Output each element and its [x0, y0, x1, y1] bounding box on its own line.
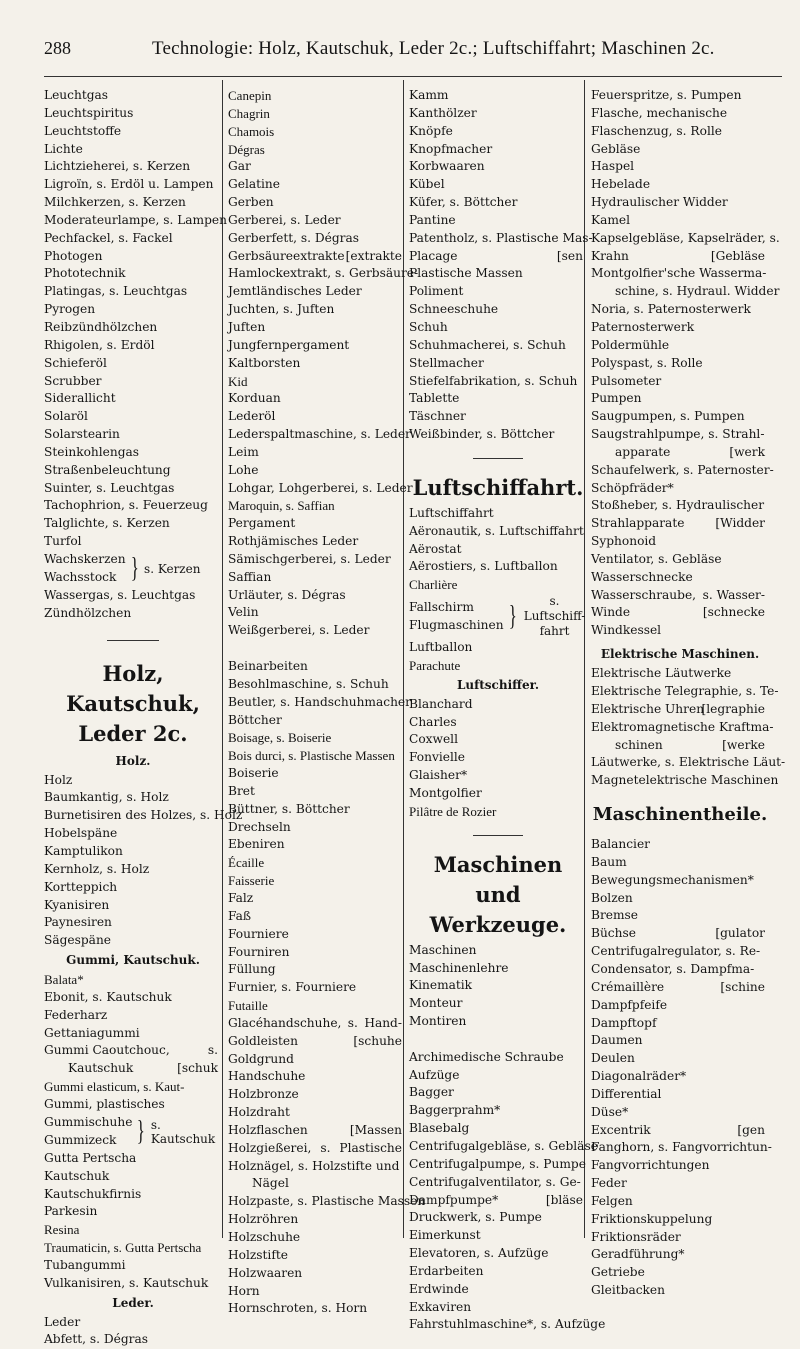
index-entry: Luftschiffahrt — [409, 505, 494, 520]
index-entry: Schuhmacherei, s. Schuh — [409, 337, 566, 352]
index-entry: Centrifugalpumpe, s. Pumpe — [409, 1156, 586, 1171]
index-entry: Elevatoren, s. Aufzüge — [409, 1246, 549, 1261]
index-entry: Holzröhren — [228, 1212, 299, 1227]
index-entry: Suinter, s. Leuchtgas — [44, 480, 175, 495]
index-entry: Montgolfier — [409, 786, 482, 800]
index-entry: Holzdraht — [228, 1105, 290, 1120]
index-entry: Dampfpumpe* [bläse — [409, 1192, 583, 1207]
index-entry: Kübel — [409, 177, 445, 192]
index-entry: Solaröl — [44, 409, 88, 424]
index-entry: Gummi Caoutchouc, s. — [44, 1043, 218, 1058]
index-entry: Holzschuhe — [228, 1230, 301, 1244]
index-entry: Erdwinde — [409, 1281, 469, 1296]
index-entry: Bremse — [591, 908, 639, 923]
index-entry: Resina — [44, 1222, 80, 1238]
index-entry: Turfol — [44, 534, 82, 549]
index-entry: Leder — [44, 1314, 81, 1329]
index-entry: Holzgießerei, s. Plastische — [228, 1140, 402, 1155]
index-entry: schinen [werke — [615, 737, 765, 752]
index-entry: Getriebe — [591, 1265, 645, 1280]
index-entry: Baum — [591, 854, 627, 869]
index-entry: Futaille — [228, 998, 268, 1014]
index-entry: Bagger — [409, 1085, 454, 1100]
index-entry: Leuchtspiritus — [44, 105, 134, 120]
brace-reference: s. Kerzen — [144, 561, 201, 576]
index-entry: Gerbsäureextrakte [extrakte — [228, 248, 402, 263]
index-entry: Abfett, s. Dégras — [44, 1332, 149, 1347]
index-entry: Parkesin — [44, 1204, 98, 1219]
index-entry: Baggerprahm* — [409, 1103, 501, 1118]
index-entry: Plastische Massen — [409, 266, 523, 281]
index-entry: Bois durci, s. Plastische Massen — [228, 748, 395, 764]
index-entry: Kautschukfirnis — [44, 1186, 142, 1201]
index-entry: Phototechnik — [44, 266, 126, 281]
index-entry: Düse* — [591, 1104, 629, 1119]
index-entry: Leuchtstoffe — [44, 123, 122, 138]
brace-reference: s. Luftschiff- fahrt — [523, 594, 586, 639]
index-entry: Wachskerzen — [44, 552, 126, 567]
index-entry: Gettaniagummi — [44, 1025, 140, 1040]
index-entry: Charlière — [409, 577, 458, 593]
index-entry: Sämischgerberei, s. Leder — [228, 551, 391, 566]
index-entry: Burnetisiren des Holzes, s. Holz — [44, 808, 243, 823]
index-entry: Noria, s. Paternosterwerk — [591, 302, 751, 317]
index-entry: Boiserie — [228, 766, 279, 781]
index-entry: Maroquin, s. Saffian — [228, 498, 335, 514]
index-entry: Rhigolen, s. Erdöl — [44, 337, 155, 352]
index-entry: Fourniren — [228, 944, 290, 959]
index-entry: Krahn [Gebläse — [591, 248, 765, 263]
index-entry: Gelatine — [228, 177, 280, 192]
index-entry: Centrifugalgebläse, s. Gebläse — [409, 1138, 598, 1153]
index-entry: Urläuter, s. Dégras — [228, 587, 346, 602]
index-entry: Fahrstuhlmaschine*, s. Aufzüge — [409, 1317, 606, 1332]
index-entry: Kamptulikon — [44, 844, 123, 858]
index-entry: Aërostat — [409, 541, 462, 556]
index-entry: Wasserschraube, s. Wasser- — [591, 587, 765, 602]
index-entry: Poliment — [409, 284, 464, 299]
index-entry: Schuh — [409, 319, 448, 334]
brace-group — [44, 551, 222, 587]
index-entry: Geradführung* — [591, 1247, 685, 1262]
index-entry: Hornschroten, s. Horn — [228, 1301, 368, 1316]
index-entry: Gummischuhe — [44, 1114, 133, 1129]
index-entry: Holzpaste, s. Plastische Massen — [228, 1194, 426, 1209]
index-entry: Centrifugalregulator, s. Re- — [591, 944, 761, 959]
index-entry: apparate [werk — [615, 444, 765, 459]
index-entry: Blanchard — [409, 696, 473, 711]
index-entry: Leim — [228, 444, 259, 459]
index-entry: Kanthölzer — [409, 105, 477, 120]
page-header — [44, 38, 780, 70]
index-entry: Exkaviren — [409, 1299, 472, 1314]
index-entry: Drechseln — [228, 819, 291, 834]
index-entry: Dampftopf — [591, 1015, 657, 1030]
index-entry: Stellmacher — [409, 355, 484, 370]
index-entry: Flaschenzug, s. Rolle — [591, 123, 722, 138]
index-entry: Fonvielle — [409, 750, 465, 765]
section-heading: Holz, Kautschuk, Leder 2c. — [66, 660, 200, 746]
index-entry: Poldermühle — [591, 337, 670, 352]
section-rule — [107, 640, 159, 641]
index-entry: Rothjämisches Leder — [228, 534, 359, 549]
section-heading: Maschinen und Werkzeuge. — [429, 851, 567, 937]
index-entry: Juften — [228, 319, 266, 334]
index-entry: Wasserschnecke — [591, 569, 693, 584]
index-entry: Gerberei, s. Leder — [228, 212, 341, 227]
section-rule — [473, 835, 523, 836]
index-entry: Pantine — [409, 212, 456, 227]
index-entry: Archimedische Schraube — [409, 1049, 564, 1064]
index-entry: Holzbronze — [228, 1087, 299, 1102]
index-entry: Aërostiers, s. Luftballon — [409, 559, 558, 574]
index-entry: Horn — [228, 1283, 260, 1298]
header-rule — [44, 76, 782, 77]
index-entry: Leuchtgas — [44, 88, 109, 102]
index-entry: Elektrische Telegraphie, s. Te- — [591, 684, 779, 698]
index-entry: Schneeschuhe — [409, 302, 499, 317]
index-entry: Windkessel — [591, 623, 662, 638]
index-entry: Gerberfett, s. Dégras — [228, 230, 360, 245]
index-entry: Milchkerzen, s. Kerzen — [44, 195, 186, 210]
index-entry: Knöpfe — [409, 123, 453, 138]
index-entry: Besohlmaschine, s. Schuh — [228, 676, 389, 691]
index-entry: Elektrische Läutwerke — [591, 666, 732, 681]
index-entry: Büchse [gulator — [591, 926, 765, 941]
index-entry: Holzwaaren — [228, 1265, 303, 1280]
index-entry: Kaltborsten — [228, 355, 301, 370]
index-entry: Lohgar, Lohgerberei, s. Leder — [228, 480, 413, 495]
index-entry: Füllung — [228, 962, 276, 977]
index-entry: Ebonit, s. Kautschuk — [44, 989, 172, 1004]
index-entry: Charles — [409, 714, 457, 729]
running-title: Technologie: Holz, Kautschuk, Leder 2c.; Luftschiffahrt; Maschinen 2c. — [152, 38, 715, 59]
index-entry: Saugpumpen, s. Pumpen — [591, 409, 745, 424]
index-entry: Bolzen — [591, 890, 633, 905]
index-entry: Faisserie — [228, 873, 275, 889]
index-entry: Feuerspritze, s. Pumpen — [591, 88, 742, 102]
index-entry: Kamel — [591, 212, 631, 227]
brace-group — [409, 594, 587, 639]
index-entry: Luftballon — [409, 640, 473, 655]
index-entry: Placage [sen — [409, 248, 583, 263]
index-entry: Balata* — [44, 972, 84, 988]
index-entry: Kautschuk [schuk — [68, 1061, 218, 1076]
index-entry: Lichtzieherei, s. Kerzen — [44, 159, 191, 174]
index-entry: Tablette — [409, 391, 460, 406]
index-entry: Wassergas, s. Leuchtgas — [44, 587, 196, 602]
index-entry: Lohe — [228, 462, 259, 477]
page-number: 288 — [44, 38, 71, 58]
index-entry: Fanghorn, s. Fangvorrichtun- — [591, 1140, 772, 1155]
index-entry: Gummizeck — [44, 1132, 117, 1147]
index-entry: Fourniere — [228, 926, 289, 941]
index-entry: Daumen — [591, 1033, 643, 1048]
index-entry: Ebeniren — [228, 837, 285, 852]
subsection-heading: Luftschiffer. — [456, 677, 540, 692]
index-entry: Bret — [228, 783, 255, 798]
index-entry: Kyanisiren — [44, 897, 110, 912]
index-entry: Bewegungsmechanismen* — [591, 872, 754, 887]
index-entry: Druckwerk, s. Pumpe — [409, 1210, 542, 1225]
index-entry: Diagonalräder* — [591, 1069, 687, 1084]
index-entry: Paynesiren — [44, 915, 112, 930]
index-entry: Pulsometer — [591, 373, 662, 388]
index-entry: Büttner, s. Böttcher — [228, 801, 350, 816]
column-3 — [409, 87, 606, 1334]
index-entry: Maschinen — [409, 942, 477, 957]
index-entry: Kamm — [409, 88, 449, 102]
index-entry: Montiren — [409, 1014, 467, 1029]
index-entry: Elektrische Uhren [legraphie — [591, 701, 765, 716]
index-entry: Chamois — [228, 123, 275, 139]
index-entry: Gummi elasticum, s. Kaut- — [44, 1079, 185, 1095]
index-entry: Syphonoid — [591, 534, 657, 549]
index-entry: Ventilator, s. Gebläse — [591, 551, 722, 566]
index-entry: Jemtländisches Leder — [228, 284, 362, 299]
index-entry: Talglichte, s. Kerzen — [44, 516, 170, 531]
index-entry: Knopfmacher — [409, 141, 493, 156]
index-entry: Federharz — [44, 1007, 108, 1022]
index-entry: Gerben — [228, 195, 274, 210]
index-entry: Fangvorrichtungen — [591, 1158, 710, 1173]
index-entry: Centrifugalventilator, s. Ge- — [409, 1174, 581, 1189]
index-entry: Hebelade — [591, 177, 651, 192]
index-entry: Handschuhe — [228, 1069, 306, 1084]
index-entry: Sägespäne — [44, 933, 112, 948]
index-entry: Aëronautik, s. Luftschiffahrt — [409, 523, 584, 538]
index-entry: Lederöl — [228, 409, 276, 424]
index-entry: Saugstrahlpumpe, s. Strahl- — [591, 427, 765, 442]
index-entry: Blasebalg — [409, 1121, 470, 1136]
index-entry: Haspel — [591, 159, 635, 174]
index-entry: Korduan — [228, 391, 281, 406]
index-entry: Kapselgebläse, Kapselräder, s. — [591, 230, 780, 245]
index-entry: Steinkohlengas — [44, 444, 140, 459]
index-entry: Friktionsräder — [591, 1229, 681, 1244]
brace-icon: } — [130, 552, 139, 584]
index-entry: Pergament — [228, 516, 296, 531]
index-entry: Pilâtre de Rozier — [409, 803, 497, 819]
index-entry: Moderateurlampe, s. Lampen — [44, 212, 227, 227]
index-entry: Paternosterwerk — [591, 319, 695, 334]
index-entry: Nägel — [252, 1176, 289, 1191]
index-entry: Goldgrund — [228, 1051, 294, 1066]
brace-icon: } — [137, 1115, 146, 1147]
index-entry: Täschner — [409, 409, 466, 424]
index-entry: Jungfernpergament — [228, 337, 350, 352]
index-entry: Weißbinder, s. Böttcher — [409, 427, 555, 442]
section-heading: Maschinentheile. — [592, 804, 768, 826]
index-entry: Kernholz, s. Holz — [44, 861, 150, 876]
index-entry: Traumaticin, s. Gutta Pertscha — [44, 1240, 202, 1256]
index-entry: Lederspaltmaschine, s. Leder — [228, 427, 411, 442]
index-entry: Felgen — [591, 1193, 633, 1208]
index-entry: Holznägel, s. Holzstifte und — [228, 1158, 400, 1173]
index-entry: Scrubber — [44, 373, 102, 388]
column-2 — [228, 87, 426, 1318]
index-entry: Kortteppich — [44, 879, 118, 894]
index-entry: Böttcher — [228, 712, 282, 727]
index-entry: Polyspast, s. Rolle — [591, 355, 703, 370]
index-entry: Wachsstock — [44, 569, 117, 584]
index-entry: Glacéhandschuhe, s. Hand- — [228, 1015, 402, 1030]
index-entry: Fallschirm — [409, 599, 474, 614]
subsection-heading: Leder. — [112, 1295, 154, 1310]
index-entry: Eimerkunst — [409, 1228, 481, 1243]
index-entry: Läutwerke, s. Elektrische Läut- — [591, 755, 786, 770]
column-divider — [222, 80, 223, 1238]
index-entry: Écaille — [228, 855, 265, 871]
index-entry: Stoßheber, s. Hydraulischer — [591, 498, 765, 513]
subsection-heading: Holz. — [115, 753, 151, 768]
index-entry: Schaufelwerk, s. Paternoster- — [591, 462, 774, 477]
subsection-heading: Gummi, Kautschuk. — [66, 953, 200, 968]
index-entry: Holzstifte — [228, 1247, 288, 1262]
index-entry: Schieferöl — [44, 355, 107, 370]
index-entry: Balancier — [591, 837, 650, 852]
index-entry: Schöpfräder* — [591, 480, 674, 495]
brace-icon: } — [508, 600, 517, 632]
index-entry: Beutler, s. Handschuhmacher — [228, 694, 411, 709]
index-entry: Baumkantig, s. Holz — [44, 790, 169, 805]
index-entry: Korbwaaren — [409, 159, 485, 174]
index-entry: Erdarbeiten — [409, 1263, 484, 1278]
index-entry: Glaisher* — [409, 768, 468, 783]
section-rule — [473, 458, 523, 459]
index-entry: Pyrogen — [44, 302, 96, 317]
index-entry: Straßenbeleuchtung — [44, 462, 171, 477]
index-entry: Strahlapparate [Widder — [591, 516, 765, 531]
index-entry: Pechfackel, s. Fackel — [44, 230, 173, 245]
index-entry: Hobelspäne — [44, 826, 118, 841]
index-entry: Juchten, s. Juften — [228, 302, 335, 317]
index-entry: Gutta Pertscha — [44, 1150, 137, 1165]
index-entry: Beinarbeiten — [228, 659, 308, 673]
index-entry: Gar — [228, 159, 251, 174]
index-entry: Feder — [591, 1176, 627, 1191]
index-entry: Kautschuk — [44, 1168, 110, 1183]
index-entry: Photogen — [44, 248, 103, 263]
index-entry: Excentrik [gen — [591, 1122, 765, 1137]
index-entry: Patentholz, s. Plastische Mas- — [409, 230, 593, 245]
index-entry: Velin — [228, 605, 259, 620]
index-entry: Siderallicht — [44, 391, 116, 406]
index-entry: Holz — [44, 772, 73, 787]
index-entry: Flasche, mechanische — [591, 105, 728, 120]
index-entry: Magnetelektrische Maschinen — [591, 773, 779, 788]
index-entry: Ligroïn, s. Erdöl u. Lampen — [44, 177, 214, 192]
index-entry: Friktionskuppelung — [591, 1211, 713, 1226]
column-4 — [591, 87, 786, 1300]
index-entry: Winde [schnecke — [591, 605, 765, 620]
brace-reference: s. Kautschuk — [150, 1117, 216, 1146]
index-entry: Gebläse — [591, 141, 641, 156]
index-entry: Solarstearin — [44, 427, 120, 442]
index-entry: Dampfpfeife — [591, 997, 668, 1012]
index-entry: Flugmaschinen — [409, 617, 504, 632]
index-entry: Monteur — [409, 996, 463, 1011]
index-entry: Reibzündhölzchen — [44, 319, 158, 334]
index-entry: Coxwell — [409, 732, 458, 747]
index-entry: Condensator, s. Dampfma- — [591, 961, 755, 976]
index-entry: Weißgerberei, s. Leder — [228, 623, 370, 638]
index-entry: Maschinenlehre — [409, 960, 509, 975]
index-entry: Lichte — [44, 141, 83, 156]
index-entry: Kid — [228, 373, 248, 389]
index-entry: Boisage, s. Boiserie — [228, 730, 332, 746]
index-entry: Vulkanisiren, s. Kautschuk — [44, 1275, 209, 1290]
index-entry: Zündhölzchen — [44, 605, 132, 620]
section-heading: Luftschiffahrt. — [412, 474, 584, 500]
index-entry: Tubangummi — [44, 1257, 126, 1272]
index-entry: Platingas, s. Leuchtgas — [44, 284, 188, 299]
index-entry: Falz — [228, 890, 254, 905]
index-entry: Montgolfier'sche Wasserma- — [591, 266, 767, 281]
index-entry: Goldleisten [schuhe — [228, 1033, 402, 1048]
index-entry: Aufzüge — [409, 1067, 460, 1082]
index-entry: Dégras — [228, 141, 265, 157]
index-entry: Faß — [228, 908, 252, 923]
brace-group — [44, 1114, 222, 1150]
index-entry: Canepin — [228, 88, 272, 103]
index-entry: Kinematik — [409, 978, 473, 993]
index-entry: Deulen — [591, 1051, 635, 1066]
index-entry: Hamlockextrakt, s. Gerbsäure- — [228, 266, 419, 281]
index-entry: Gleitbacken — [591, 1283, 665, 1298]
index-entry: Gummi, plastisches — [44, 1096, 165, 1111]
index-entry: Tachophrion, s. Feuerzeug — [44, 498, 208, 513]
subsection-heading: Elektrische Maschinen. — [600, 647, 760, 662]
index-entry: Hydraulischer Widder — [591, 195, 728, 210]
index-entry: Crémaillère [schine — [591, 979, 765, 994]
index-entry: Stiefelfabrikation, s. Schuh — [409, 373, 578, 388]
index-entry: Saffian — [228, 569, 272, 584]
index-entry: Chagrin — [228, 105, 270, 121]
index-entry: Pumpen — [591, 391, 642, 406]
index-entry: schine, s. Hydraul. Widder — [615, 284, 780, 299]
index-entry: Elektromagnetische Kraftma- — [591, 719, 774, 734]
index-entry: Differential — [591, 1086, 662, 1101]
index-entry: Holzflaschen [Massen — [228, 1122, 402, 1137]
index-entry: Küfer, s. Böttcher — [409, 195, 518, 210]
index-entry: Parachute — [409, 657, 461, 673]
index-entry: Furnier, s. Fourniere — [228, 980, 357, 995]
